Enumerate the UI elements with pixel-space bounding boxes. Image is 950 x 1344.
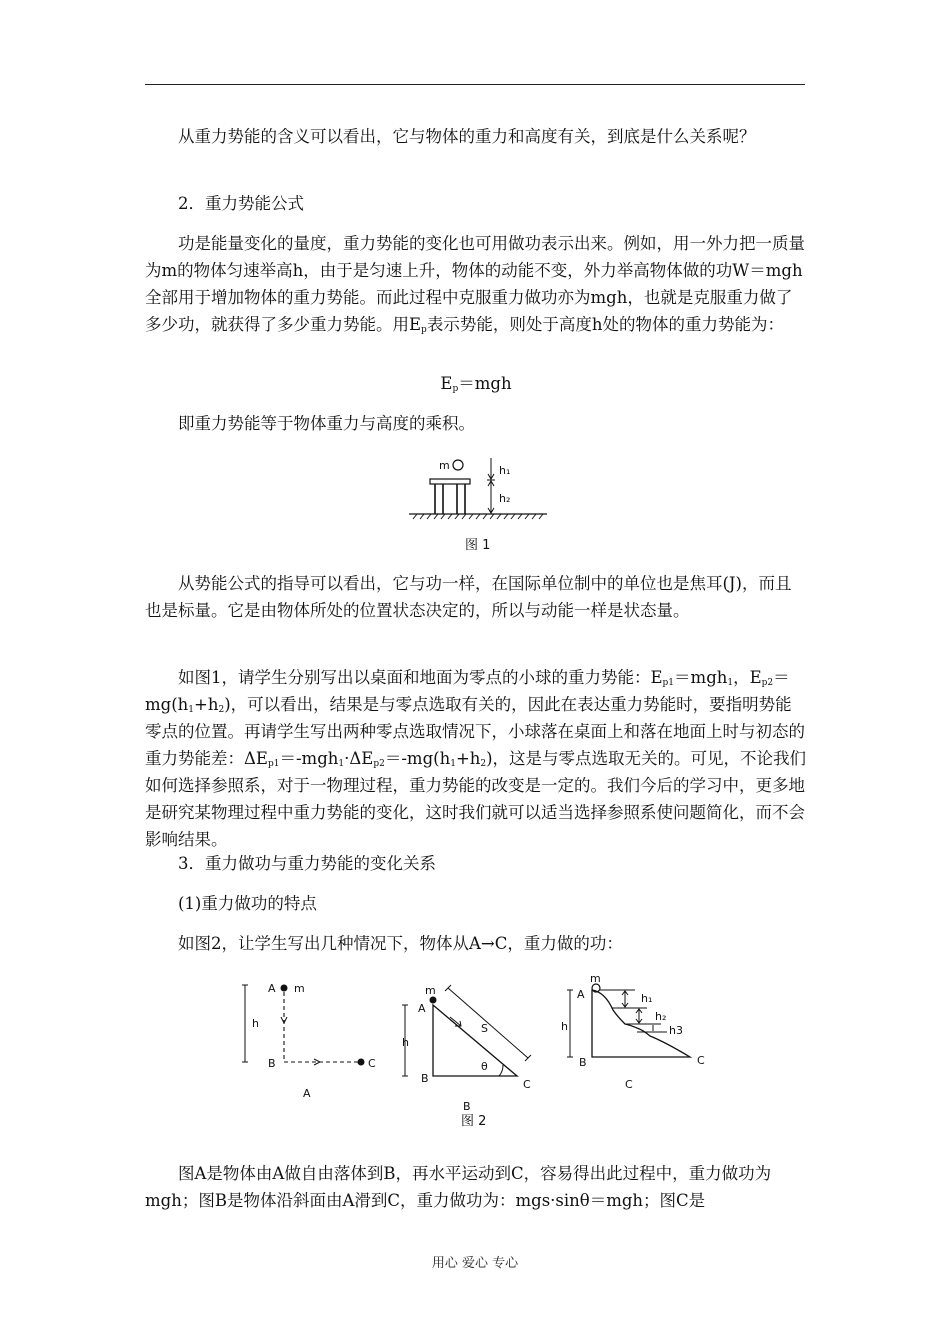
panel-c-mass: m <box>590 972 601 985</box>
header-rule <box>145 84 805 85</box>
panel-b-ball <box>430 997 437 1004</box>
figure2-panel-b <box>395 980 545 1115</box>
section-heading-formula: 2．重力势能公式 <box>178 194 304 213</box>
figure1-h2-label: h₂ <box>499 492 511 505</box>
panel-b-mass: m <box>425 984 436 997</box>
panel-a-point-c: C <box>368 1057 376 1070</box>
paragraph-figure2-explanation: 图A是物体由A做自由落体到B，再水平运动到C，容易得出此过程中，重力做功为mgh；图B是物体沿斜面由A滑到C，重力做功为：mgs·sinθ＝mgh；图C是 <box>145 1164 772 1210</box>
panel-c-point-c: C <box>697 1054 705 1067</box>
panel-c-h1: h₁ <box>641 992 653 1005</box>
figure1-h1-label: h₁ <box>499 464 511 477</box>
subsection-heading-work-feature: (1)重力做功的特点 <box>178 894 317 913</box>
panel-b-height: h <box>402 1036 409 1049</box>
paragraph-product: 即重力势能等于物体重力与高度的乘积。 <box>178 414 475 433</box>
paragraph-figure2-intro: 如图2，让学生写出几种情况下，物体从A→C，重力做的功： <box>178 934 623 953</box>
panel-b-point-a: A <box>418 1002 426 1015</box>
figure1-table-ball <box>405 452 555 527</box>
formula-potential-energy: $E_p=mgh$ <box>440 374 512 394</box>
panel-b-point-c: C <box>523 1078 531 1091</box>
figure2-caption: 图 2 <box>461 1114 487 1129</box>
panel-c-h3: h3 <box>669 1024 683 1037</box>
figure1-ball <box>453 460 463 470</box>
panel-a-label: A <box>303 1087 311 1100</box>
panel-a-point-b: B <box>268 1057 276 1070</box>
panel-a-height: h <box>252 1017 259 1030</box>
figure1-mass-label: m <box>439 459 450 472</box>
panel-a-point-a: A <box>268 982 276 995</box>
panel-c-point-b: B <box>579 1056 587 1069</box>
figure2-panel-a <box>240 975 390 1105</box>
panel-b-label: B <box>463 1100 471 1113</box>
paragraph-formula-derivation: 功是能量变化的量度，重力势能的变化也可用做功表示出来。例如，用一外力把一质量为m的物体匀速举高h，由于是匀速上升，物体的动能不变，外力举高物体做的功W＝mgh全部用于增加物体的重力势能。而此过程中克服重力做功亦为mgh，也就是克服重力做了多少功，就获得了多少重力势能。用$E_p$表示势能，则处于高度h处的物体的重力势能为： <box>145 234 805 335</box>
panel-a-ball <box>281 985 288 992</box>
page-footer: 用心 爱心 专心 <box>431 1256 519 1271</box>
panel-c-h2: h₂ <box>655 1010 667 1023</box>
panel-c-height: h <box>561 1020 568 1033</box>
paragraph-units: 从势能公式的指导可以看出，它与功一样，在国际单位制中的单位也是焦耳(J)，而且也是标量。它是由物体所处的位置状态决定的，所以与动能一样是状态量。 <box>145 574 792 620</box>
paragraph-intro: 从重力势能的含义可以看出，它与物体的重力和高度有关，到底是什么关系呢？ <box>178 127 756 146</box>
section-heading-work: 3．重力做功与重力势能的变化关系 <box>178 854 436 873</box>
figure1-table-top <box>430 479 470 484</box>
panel-b-incline <box>433 1005 517 1076</box>
panel-b-slope: S <box>481 1022 488 1035</box>
paragraph-reference-point: 如图1，请学生分别写出以桌面和地面为零点的小球的重力势能：$E_{p1}=mgh_1$，$E_{p2}=mg(h_1+h_2)$，可以看出，结果是与零点选取有关的，因此在表达重力势能时，要指明势能零点的位置。再请学生写出两种零点选取情况下，小球落在桌面上和落在地面上时与初态的重力势能差：$\Delta E_{p1}=-mgh_1\cdot\Delta E_{p2}=-mg(h_1+h_2)$，这是与零点选取无关的。可见，不论我们如何选择参照系，对于一物理过程，重力势能的改变是一定的。我们今后的学习中，更多地是研究某物理过程中重力势能的变化，这时我们就可以适当选择参照系使问题简化，而不会影响结果。 <box>145 668 807 849</box>
panel-b-point-b: B <box>421 1072 429 1085</box>
figure2-panel-c <box>555 970 725 1100</box>
panel-b-angle: θ <box>481 1060 488 1073</box>
panel-c-point-a: A <box>577 988 585 1001</box>
panel-a-mass: m <box>294 982 305 995</box>
figure1-caption: 图 1 <box>465 538 491 553</box>
panel-c-label: C <box>625 1078 633 1091</box>
